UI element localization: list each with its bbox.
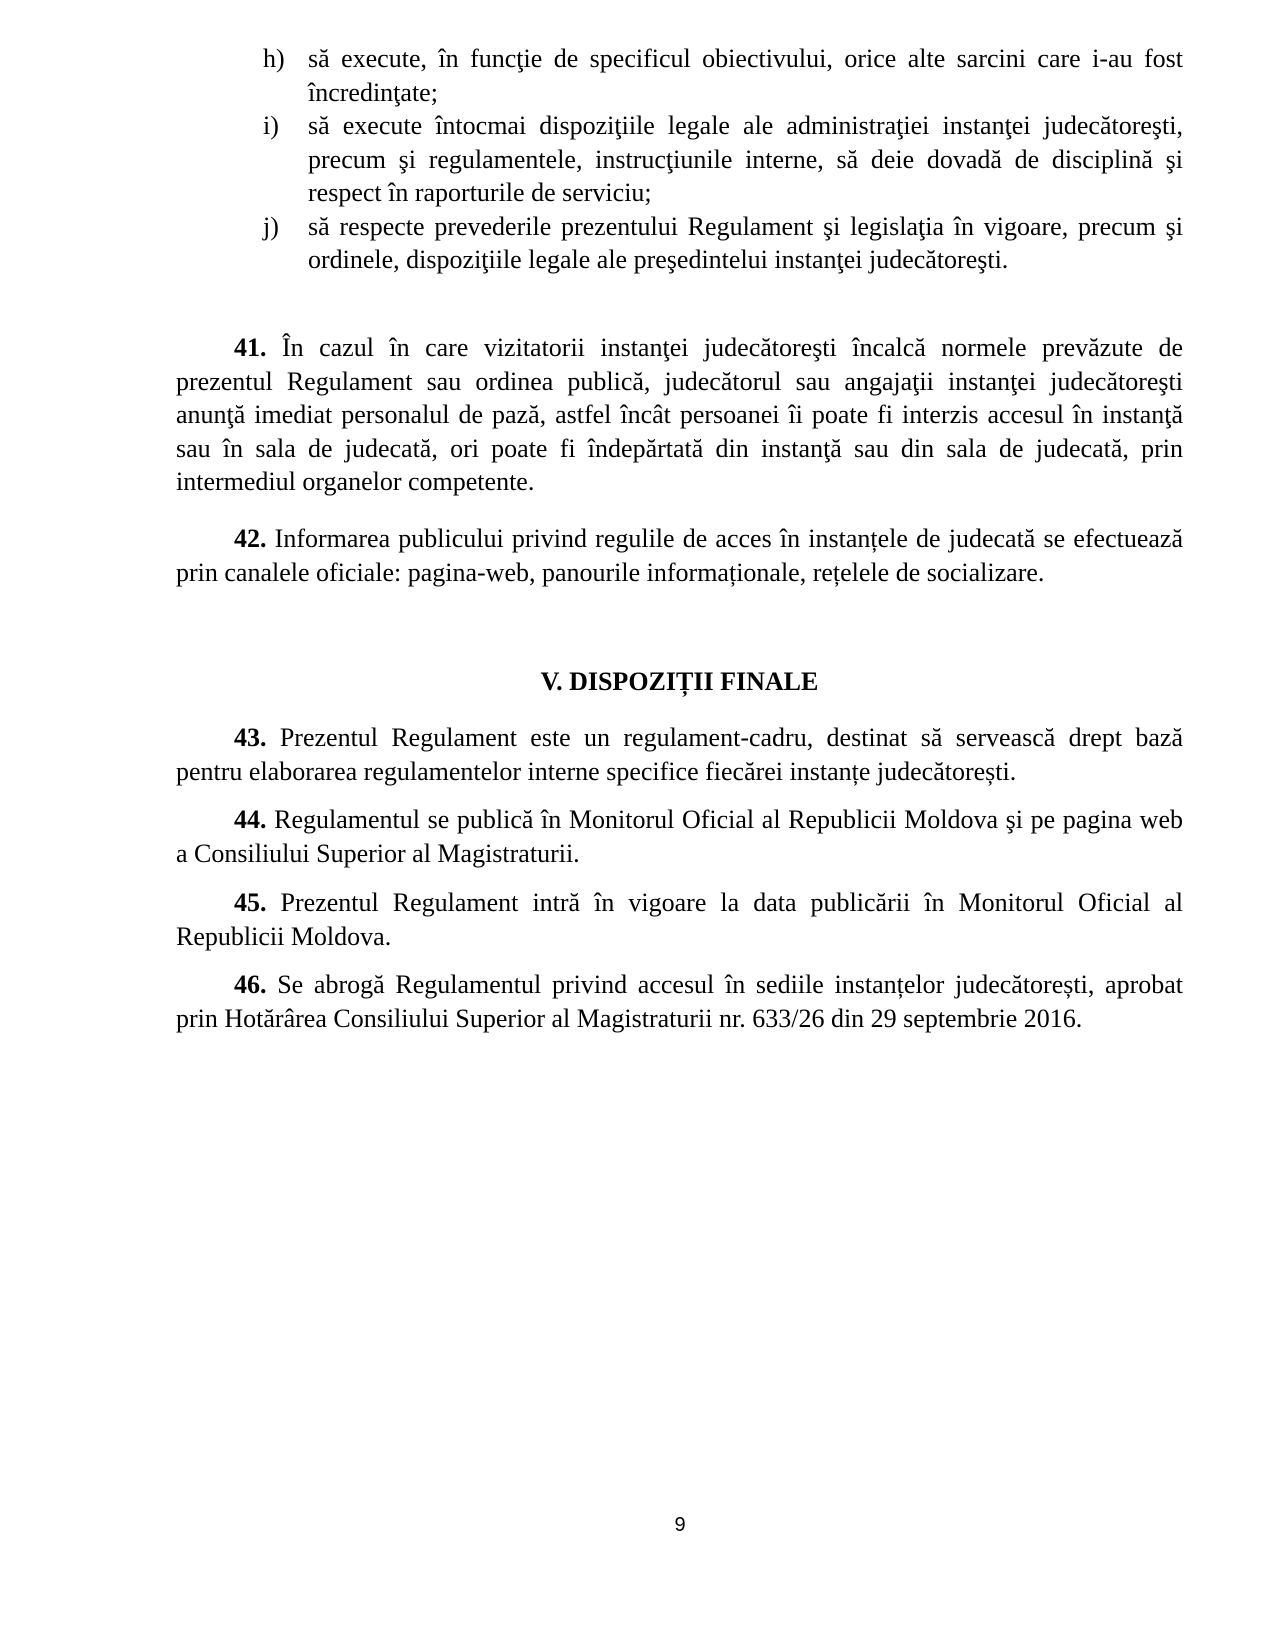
obligations-list <box>263 42 1183 277</box>
paragraph-number: 44. <box>234 805 267 834</box>
paragraph-number: 41. <box>234 333 267 362</box>
paragraph-45 <box>176 886 1183 953</box>
paragraph-text: Prezentul Regulament este un regulament-cadru, destinat să servească drept bază pentru elaborarea regulamentelor interne specifice fiecărei instanțe judecătorești. <box>176 723 1183 786</box>
paragraph-number: 45. <box>234 888 267 917</box>
paragraph-text: Prezentul Regulament intră în vigoare la data publicării în Monitorul Oficial al Republicii Moldova. <box>176 888 1183 951</box>
paragraph-number: 43. <box>234 723 267 752</box>
paragraph-text: Se abrogă Regulamentul privind accesul în sediile instanțelor judecătorești, aprobat prin Hotărârea Consiliului Superior al Magistraturii nr. 633/26 din 29 septembrie 2016. <box>176 970 1183 1033</box>
list-item-h <box>263 42 1183 109</box>
list-item-text: să respecte prevederile prezentului Regulament şi legislaţia în vigoare, precum şi ordinele, dispoziţiile legale ale preşedintelui instanţei judecătoreşti. <box>308 211 1183 274</box>
page-number: 9 <box>674 1514 686 1536</box>
paragraph-46 <box>176 968 1183 1035</box>
paragraph-text: Informarea publicului privind regulile de acces în instanțele de judecată se efectuează prin canalele oficiale: pagina-web, panourile informaționale, rețelele de socializare. <box>176 524 1183 587</box>
list-marker: i) <box>263 111 279 140</box>
paragraph-number: 46. <box>234 970 267 999</box>
list-item-text: să execute, în funcţie de specificul obiectivului, orice alte sarcini care i-au fost încredinţate; <box>308 44 1183 107</box>
list-marker: h) <box>263 44 285 73</box>
paragraph-41 <box>176 331 1183 499</box>
list-item-i <box>263 109 1183 210</box>
section-heading: V. DISPOZIȚII FINALE <box>540 667 819 696</box>
paragraph-42 <box>176 522 1183 589</box>
list-item-text: să execute întocmai dispoziţiile legale ale administraţiei instanţei judecătoreşti, precum şi regulamentele, instrucţiunile interne, să deie dovadă de disciplină şi respect în raporturile de serviciu; <box>308 111 1183 207</box>
paragraph-44 <box>176 803 1183 870</box>
paragraph-text: În cazul în care vizitatorii instanţei judecătoreşti încalcă normele prevăzute de prezentul Regulament sau ordinea publică, judecătorul sau angajaţii instanţei judecătoreşti anunţă imediat personalul de pază, astfel încât persoanei îi poate fi interzis accesul în instanţă sau în sala de judecată, ori poate fi îndepărtată din instanţă sau din sala de judecată, prin intermediul organelor competente. <box>176 333 1183 496</box>
paragraph-43 <box>176 721 1183 788</box>
list-item-j <box>263 210 1183 277</box>
paragraph-text: Regulamentul se publică în Monitorul Oficial al Republicii Moldova şi pe pagina web a Consiliului Superior al Magistraturii. <box>176 805 1183 868</box>
paragraph-number: 42. <box>234 524 267 553</box>
list-marker: j) <box>263 211 279 241</box>
